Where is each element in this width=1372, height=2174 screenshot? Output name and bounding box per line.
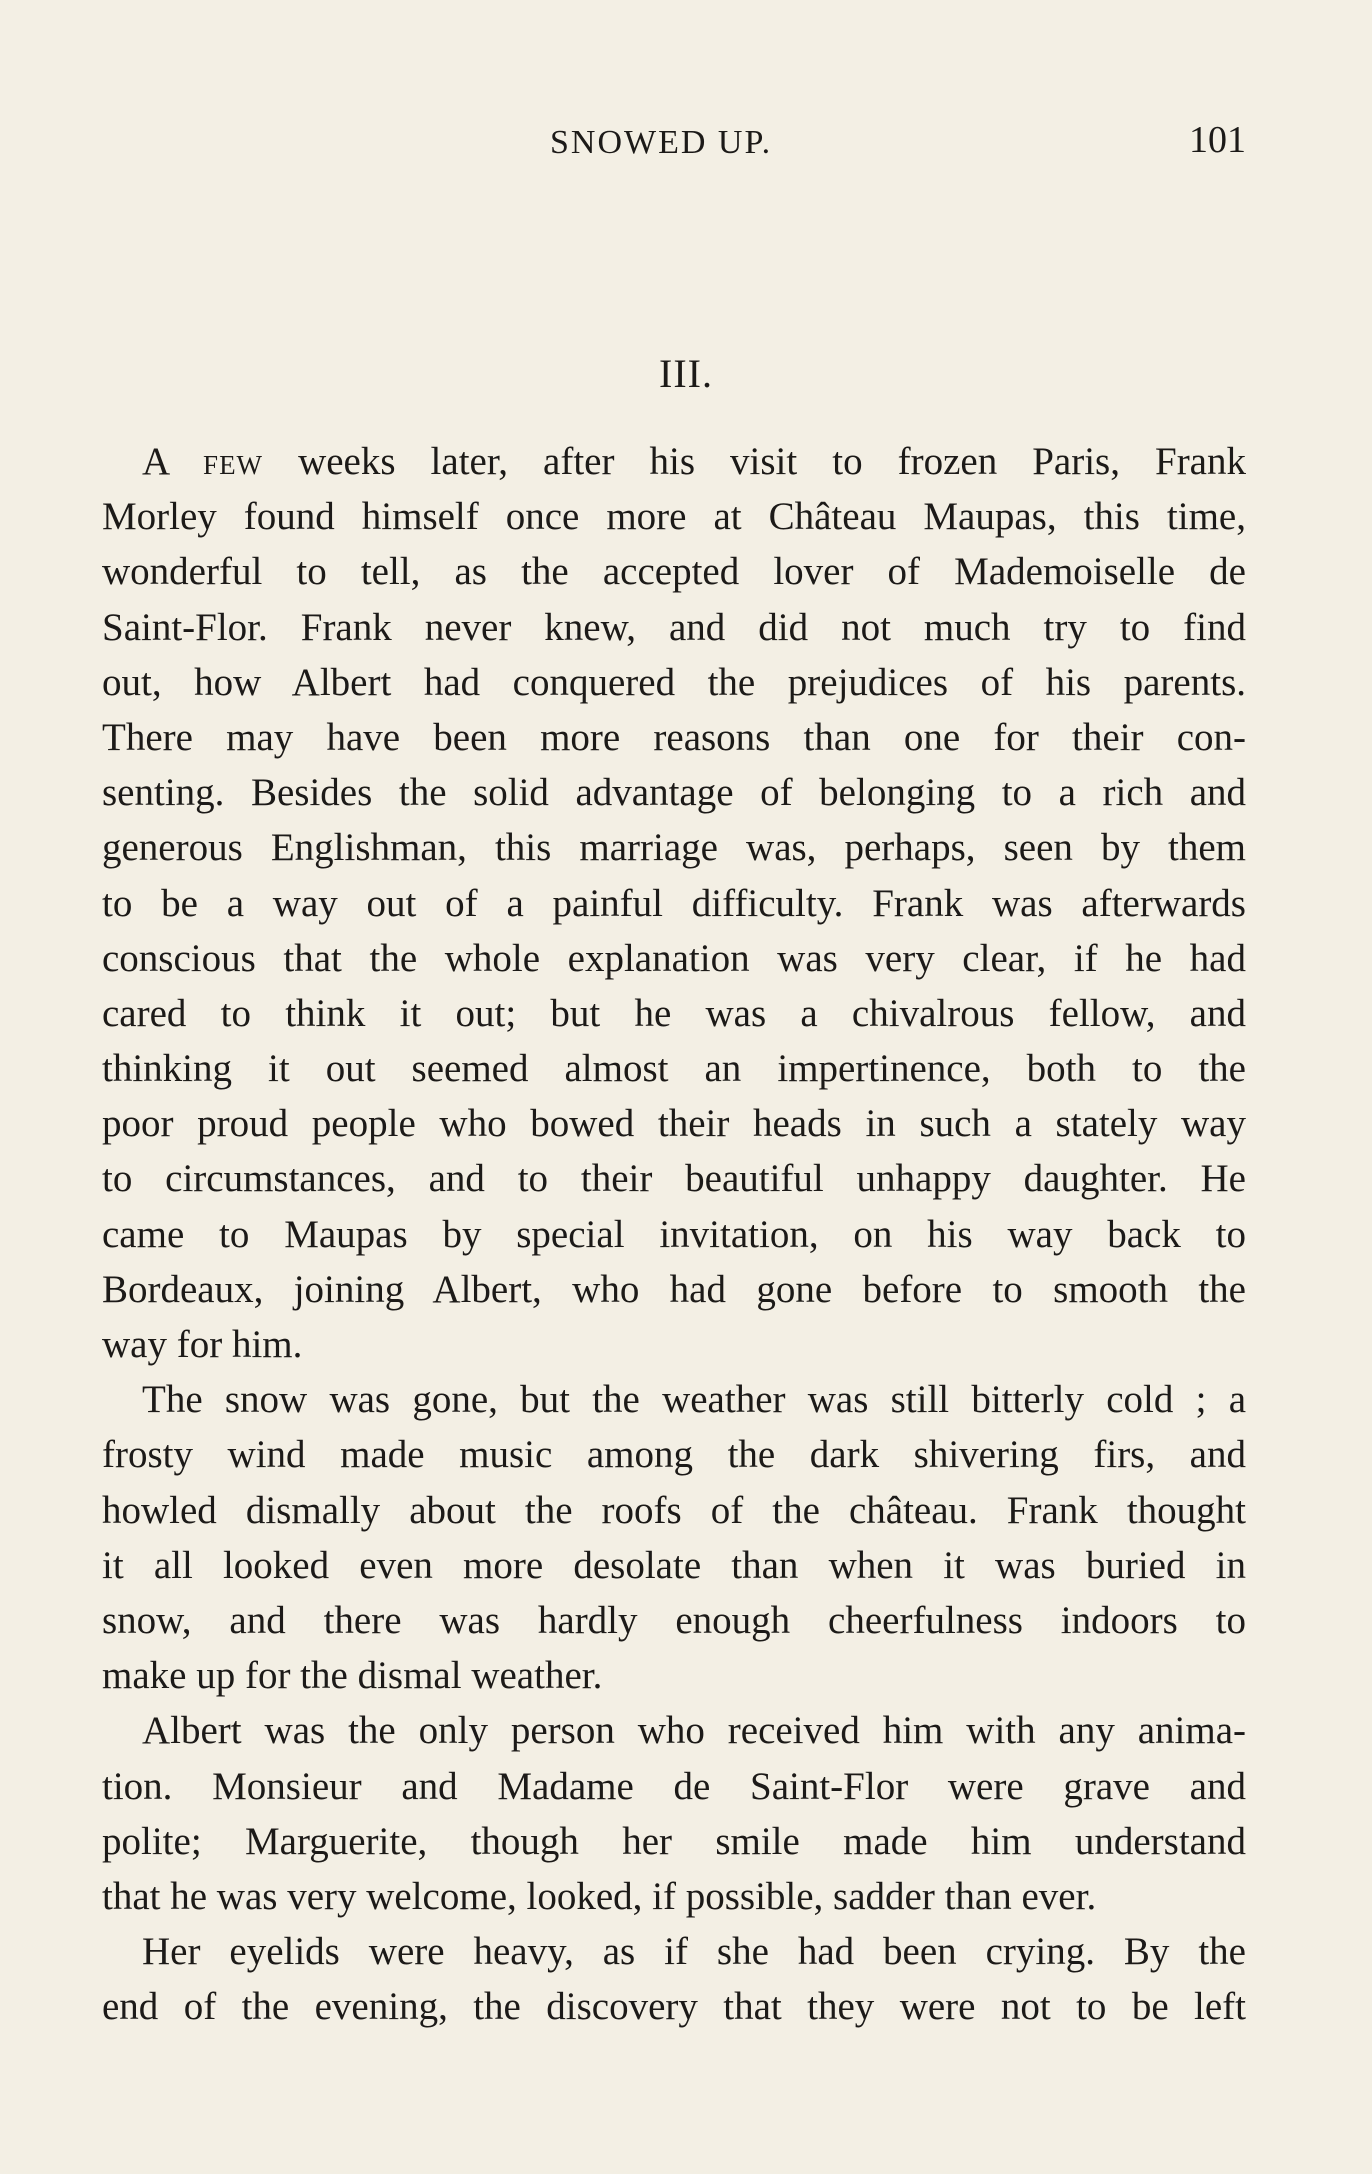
- text-line: to circumstances, and to their beautiful unhappy daughter. He: [102, 1157, 1246, 1201]
- text-line: howled dismally about the roofs of the château. Frank thought: [102, 1488, 1246, 1532]
- page-number: 101: [1189, 119, 1246, 161]
- text-line: senting. Besides the solid advantage of belonging to a rich and: [102, 771, 1246, 815]
- paragraph: [102, 1924, 1246, 2034]
- section-number: III.: [659, 351, 713, 396]
- text-line: Albert was the only person who received him with any anima-: [142, 1709, 1246, 1753]
- text-line: came to Maupas by special invitation, on his way back to: [102, 1212, 1246, 1256]
- text-line: Her eyelids were heavy, as if she had been crying. By the: [142, 1930, 1246, 1974]
- smallcaps-word: few: [203, 440, 264, 483]
- text-line: cared to think it out; but he was a chivalrous fellow, and: [102, 991, 1246, 1035]
- text-line: way for him.: [102, 1323, 303, 1366]
- running-title: SNOWED UP.: [550, 124, 773, 161]
- text-line: There may have been more reasons than one for their con-: [102, 715, 1246, 759]
- text-line: that he was very welcome, looked, if possible, sadder than ever.: [102, 1874, 1097, 1918]
- text-line: make up for the dismal weather.: [102, 1654, 603, 1698]
- text-line: conscious that the whole explanation was very clear, if he had: [102, 936, 1246, 980]
- drop-lead: A: [142, 440, 169, 483]
- text-line: Bordeaux, joining Albert, who had gone before to smooth the: [102, 1267, 1246, 1311]
- text-line: tion. Monsieur and Madame de Saint-Flor were grave and: [102, 1764, 1246, 1808]
- paragraph: [102, 1703, 1246, 1924]
- text-line: to be a way out of a painful difficulty. Frank was afterwards: [102, 881, 1246, 925]
- text-line: frosty wind made music among the dark shivering firs, and: [102, 1433, 1246, 1477]
- text-line: snow, and there was hardly enough cheerfulness indoors to: [102, 1598, 1246, 1642]
- text-line: poor proud people who bowed their heads in such a stately way: [102, 1102, 1246, 1146]
- text-line: it all looked even more desolate than when it was buried in: [102, 1543, 1246, 1587]
- text-line: The snow was gone, but the weather was still bitterly cold ; a: [142, 1378, 1246, 1422]
- text-line: Saint-Flor. Frank never knew, and did not much try to find: [102, 605, 1246, 649]
- body-text: [102, 434, 1246, 2034]
- text-line: [102, 434, 1246, 489]
- text-line: generous Englishman, this marriage was, perhaps, seen by them: [102, 826, 1246, 870]
- text-line: Morley found himself once more at Château Maupas, this time,: [102, 495, 1246, 539]
- paragraph: [102, 434, 1246, 1372]
- paragraph: [102, 1372, 1246, 1703]
- text-line: out, how Albert had conquered the prejudices of his parents.: [102, 660, 1246, 704]
- text-line: thinking it out seemed almost an impertinence, both to the: [102, 1047, 1246, 1091]
- text-line: wonderful to tell, as the accepted lover of Mademoiselle de: [102, 550, 1246, 594]
- line-rest: weeks later, after his visit to frozen Paris, Frank: [263, 440, 1246, 483]
- text-line: polite; Marguerite, though her smile made him understand: [102, 1819, 1246, 1863]
- text-line: end of the evening, the discovery that they were not to be left: [102, 1985, 1246, 2029]
